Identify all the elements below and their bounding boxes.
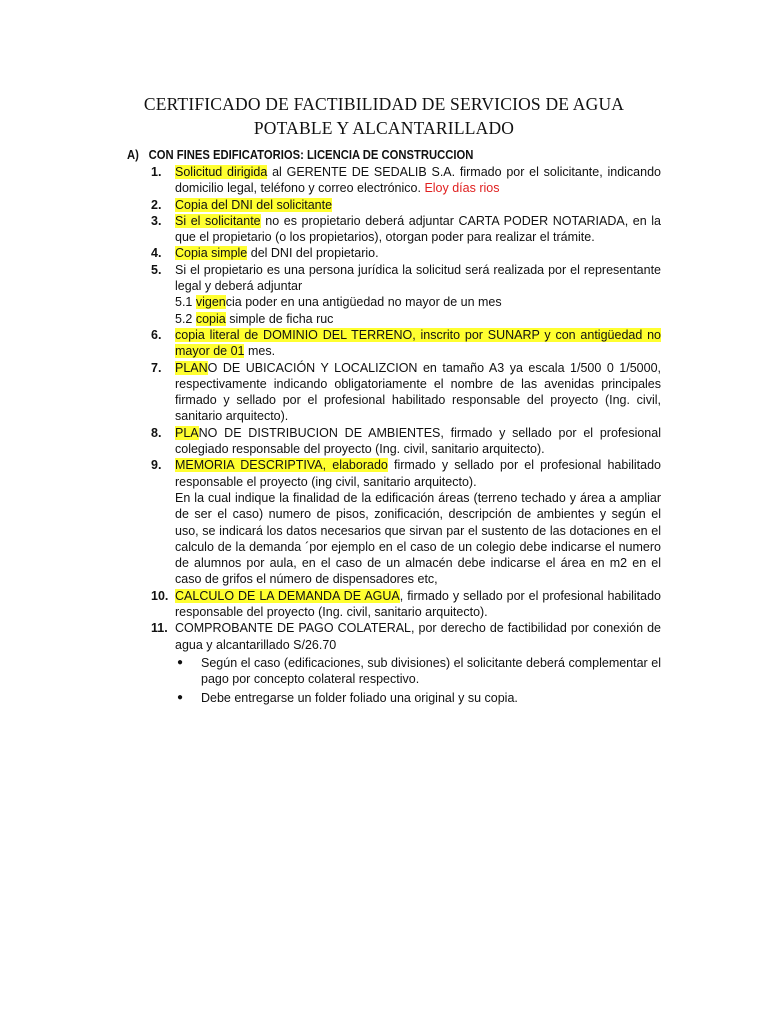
bullet-text: Debe entregarse un folder foliado una original y su copia.	[201, 690, 518, 705]
highlighted-text: PLA	[175, 425, 199, 440]
list-item	[151, 620, 661, 653]
item-number: 9.	[151, 458, 162, 473]
requirements-list	[151, 164, 661, 708]
item-number: 1.	[151, 165, 162, 179]
list-item	[151, 245, 661, 261]
item-number: 4.	[151, 246, 162, 261]
item-number: 8.	[151, 425, 162, 440]
item-text	[175, 245, 661, 261]
item-number: 11.	[151, 621, 168, 636]
item-number: 2.	[151, 197, 162, 212]
highlighted-text: copia literal de DOMINIO DEL TERRENO, inscrito por SUNARP y con antigüedad no mayor de 01	[175, 327, 661, 359]
item-number: 3.	[151, 213, 162, 228]
item-body: , firmado y sellado por el profesional habilitado responsable del proyecto (Ing. civil, sanitario arquitecto).	[175, 588, 661, 620]
item-number: 5.	[151, 262, 162, 277]
highlighted-text: CALCULO DE LA DEMANDA DE AGUA	[175, 588, 400, 603]
section-title: CON FINES EDIFICATORIOS: LICENCIA DE CONSTRUCCION	[148, 148, 474, 162]
highlighted-text: copia	[195, 311, 226, 326]
item-number: 10.	[151, 588, 169, 603]
highlighted-text: Si el solicitante	[175, 213, 261, 228]
sub-item	[175, 311, 661, 327]
list-item	[151, 360, 661, 425]
list-item	[151, 457, 661, 587]
highlighted-text: Copia simple	[175, 246, 248, 261]
item-number: 7.	[151, 360, 162, 375]
highlighted-text: vigen	[195, 295, 226, 310]
title-line-1: CERTIFICADO DE FACTIBILIDAD DE SERVICIOS DE AGUA	[143, 94, 625, 114]
document-title	[0, 92, 768, 140]
item-text	[175, 164, 661, 197]
item-body: O DE UBICACIÓN Y LOCALIZCION en tamaño A3 ya escala 1/500 0 1/5000, respectivamente indicando obligatoriamente el nombre de las avenidas principales firmado y sellado por el profesional habilitado responsable del proyecto (Ing. civil, sanitario arquitecto).	[175, 360, 661, 424]
item-body: del DNI del propietario.	[247, 246, 379, 261]
highlighted-text: Solicitud dirigida	[175, 165, 268, 179]
title-line-2: POTABLE Y ALCANTARILLADO	[253, 118, 515, 138]
black-circle-bullet-icon: ●	[177, 691, 184, 703]
bullet-item	[151, 655, 661, 688]
sub-item	[175, 294, 661, 310]
item-text	[175, 213, 661, 246]
item-text	[175, 620, 661, 653]
sub-item-number: 5.2	[175, 311, 196, 326]
section-letter: A)	[127, 148, 139, 162]
item-text	[175, 588, 661, 621]
highlighted-text: Copia del DNI del solicitante	[175, 197, 333, 212]
item-paragraph: En la cual indique la finalidad de la edificación áreas (terreno techado y área a ampliar de ser el caso) numero de pisos, zonificación, descripción de ambientes y según el uso, se indicará los datos necesarios que sirvan par el sustento de las dotaciones en el calculo de la demanda ´por ejemplo en el caso de un colegio debe indicarse el numero de alumnos por aula, en el caso de un almacén debe indicarse el área en m2 en el caso de grifos el número de dispensadores etc,	[175, 490, 661, 587]
item-body: COMPROBANTE DE PAGO COLATERAL, por derecho de factibilidad por conexión de agua y alcantarillado S/26.70	[175, 621, 661, 652]
list-item	[151, 262, 661, 327]
sub-item-body: cia poder en una antigüedad no mayor de un mes	[225, 295, 502, 310]
list-item	[151, 425, 661, 458]
item-body: mes.	[244, 344, 276, 359]
list-item	[151, 213, 661, 246]
section-heading	[127, 147, 473, 163]
highlighted-text: MEMORIA DESCRIPTIVA, elaborado	[175, 458, 388, 473]
item-text	[175, 262, 661, 327]
list-item	[151, 327, 661, 360]
item-number: 6.	[151, 327, 162, 342]
item-body: no es propietario deberá adjuntar CARTA PODER NOTARIADA, en la que el propietario (o los propietarios), otorgan poder para realizar el trámite.	[175, 213, 661, 245]
item-body: al GERENTE DE SEDALIB S.A. firmado por el solicitante, indicando domicilio legal, teléfono y correo electrónico.	[175, 165, 661, 196]
list-item	[151, 588, 661, 621]
item-body: Si el propietario es una persona jurídica la solicitud será realizada por el representante legal y deberá adjuntar	[175, 262, 661, 294]
sub-item-body: simple de ficha ruc	[225, 311, 334, 326]
item-text	[175, 197, 661, 213]
list-item	[151, 164, 661, 197]
bullet-list	[151, 655, 661, 706]
black-circle-bullet-icon: ●	[177, 656, 184, 668]
item-body: firmado y sellado por el profesional habilitado responsable el proyecto (ing civil, sanitario arquitecto).	[175, 458, 661, 489]
item-text	[175, 327, 661, 360]
item-text	[175, 360, 661, 425]
item-text	[175, 457, 661, 587]
bullet-text: Según el caso (edificaciones, sub divisiones) el solicitante deberá complementar el pago por concepto colateral respectivo.	[201, 655, 661, 687]
sub-item-number: 5.1	[175, 295, 196, 310]
list-item	[151, 197, 661, 213]
item-text	[175, 425, 661, 458]
highlighted-text: PLAN	[175, 360, 208, 375]
bullet-item	[151, 690, 661, 706]
red-annotation: Eloy días rios	[424, 181, 500, 196]
item-body: NO DE DISTRIBUCION DE AMBIENTES, firmado y sellado por el profesional colegiado responsable del proyecto (Ing. civil, sanitario arquitecto).	[175, 425, 661, 457]
